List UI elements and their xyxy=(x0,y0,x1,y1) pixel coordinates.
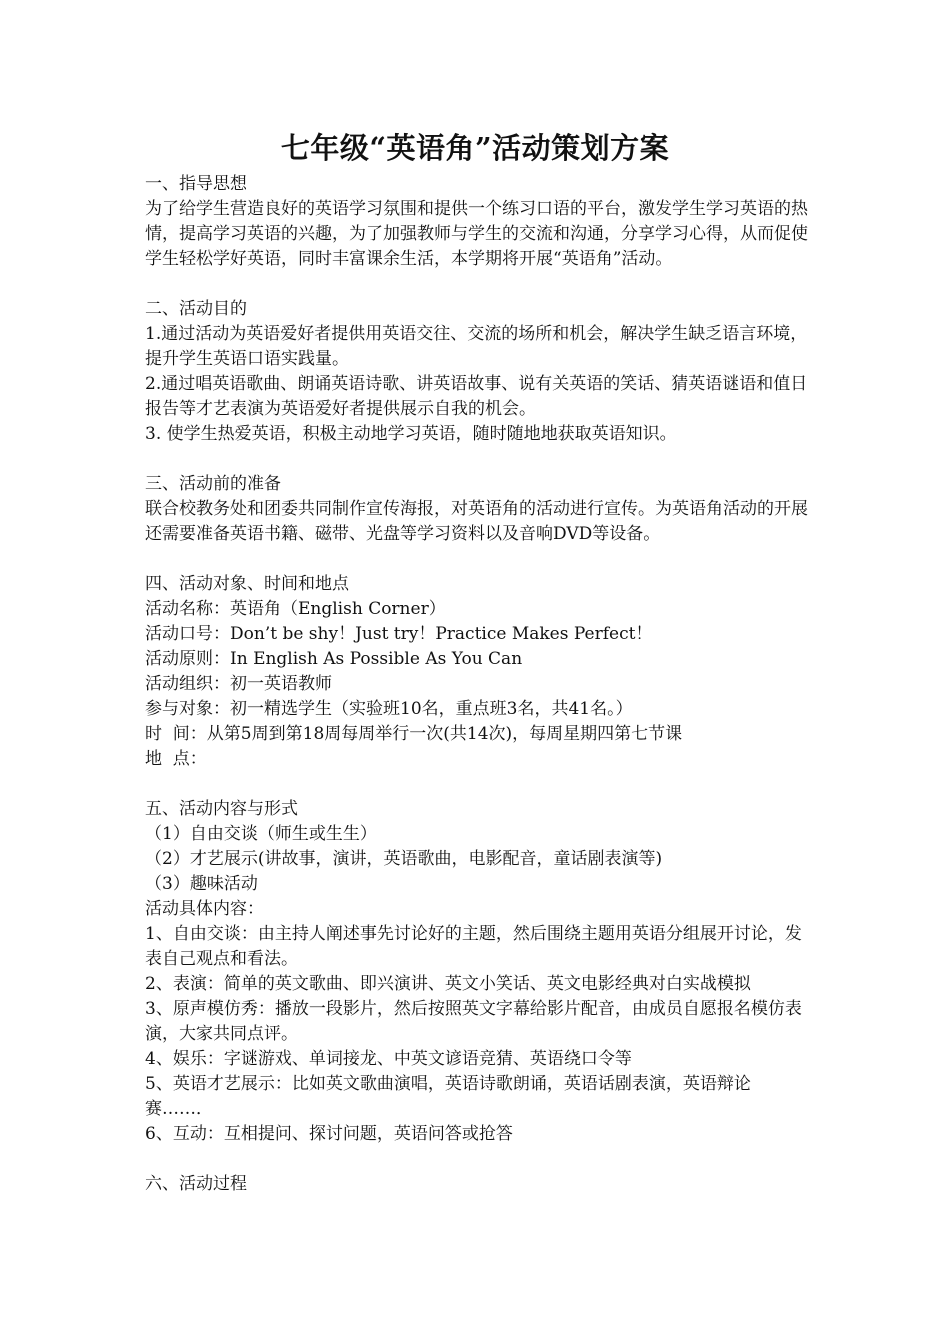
activity-principle: 活动原则：In English As Possible As You Can xyxy=(145,649,523,669)
activity-place: 地 点： xyxy=(145,749,207,769)
spacer xyxy=(145,1147,817,1172)
section-heading-guiding-ideology: 一、指导思想 xyxy=(145,174,247,194)
activity-name: 活动名称：英语角（English Corner） xyxy=(145,599,446,619)
form-item-2: （2）才艺展示(讲故事，演讲，英语歌曲，电影配音，童话剧表演等) xyxy=(145,849,663,869)
section-heading-preparation: 三、活动前的准备 xyxy=(145,474,281,494)
section-heading-purpose: 二、活动目的 xyxy=(145,299,247,319)
spacer xyxy=(145,772,817,797)
spacer xyxy=(145,447,817,472)
paragraph-guiding-ideology: 为了给学生营造良好的英语学习氛围和提供一个练习口语的平台，激发学生学习英语的热情，提高学习英语的兴趣，为了加强教师与学生的交流和沟通，分享学习心得，从而促使学生轻松学好英语，同时丰富课余生活，本学期将开展“英语角”活动。 xyxy=(145,199,808,269)
activity-organizer: 活动组织：初一英语教师 xyxy=(145,674,332,694)
content-item-3: 3、原声模仿秀：播放一段影片，然后按照英文字幕给影片配音，由成员自愿报名模仿表演，大家共同点评。 xyxy=(145,999,802,1044)
section-heading-target-time-place: 四、活动对象、时间和地点 xyxy=(145,574,349,594)
paragraph-preparation: 联合校教务处和团委共同制作宣传海报，对英语角的活动进行宣传。为英语角活动的开展还需要准备英语书籍、磁带、光盘等学习资料以及音响DVD等设备。 xyxy=(145,499,808,544)
document-body xyxy=(145,172,817,1197)
detail-label: 活动具体内容： xyxy=(145,899,264,919)
spacer xyxy=(145,272,817,297)
purpose-item-1: 1.通过活动为英语爱好者提供用英语交往、交流的场所和机会，解决学生缺乏语言环境，提升学生英语口语实践量。 xyxy=(145,324,808,369)
content-item-5: 5、英语才艺展示：比如英文歌曲演唱，英语诗歌朗诵，英语话剧表演，英语辩论赛……． xyxy=(145,1074,751,1119)
section-heading-process: 六、活动过程 xyxy=(145,1174,247,1194)
activity-participants: 参与对象：初一精选学生（实验班10名，重点班3名，共41名。） xyxy=(145,699,633,719)
spacer xyxy=(145,547,817,572)
content-item-6: 6、互动：互相提问、探讨问题，英语问答或抢答 xyxy=(145,1124,513,1144)
content-item-1: 1、自由交谈：由主持人阐述事先讨论好的主题，然后围绕主题用英语分组展开讨论，发表自己观点和看法。 xyxy=(145,924,802,969)
content-item-2: 2、表演：简单的英文歌曲、即兴演讲、英文小笑话、英文电影经典对白实战模拟 xyxy=(145,974,751,994)
activity-slogan: 活动口号：Don’t be shy！Just try！Practice Makes Perfect！ xyxy=(145,624,653,644)
activity-time: 时 间：从第5周到第18周每周举行一次(共14次)，每周星期四第七节课 xyxy=(145,724,683,744)
purpose-item-3: 3. 使学生热爱英语，积极主动地学习英语，随时随地地获取英语知识。 xyxy=(145,424,677,444)
section-heading-content-form: 五、活动内容与形式 xyxy=(145,799,298,819)
form-item-3: （3）趣味活动 xyxy=(145,874,258,894)
form-item-1: （1）自由交谈（师生或生生） xyxy=(145,824,377,844)
document-title: 七年级“英语角”活动策划方案 xyxy=(280,131,670,165)
purpose-item-2: 2.通过唱英语歌曲、朗诵英语诗歌、讲英语故事、说有关英语的笑话、猜英语谜语和值日报告等才艺表演为英语爱好者提供展示自我的机会。 xyxy=(145,374,808,419)
content-item-4: 4、娱乐：字谜游戏、单词接龙、中英文谚语竞猜、英语绕口令等 xyxy=(145,1049,632,1069)
